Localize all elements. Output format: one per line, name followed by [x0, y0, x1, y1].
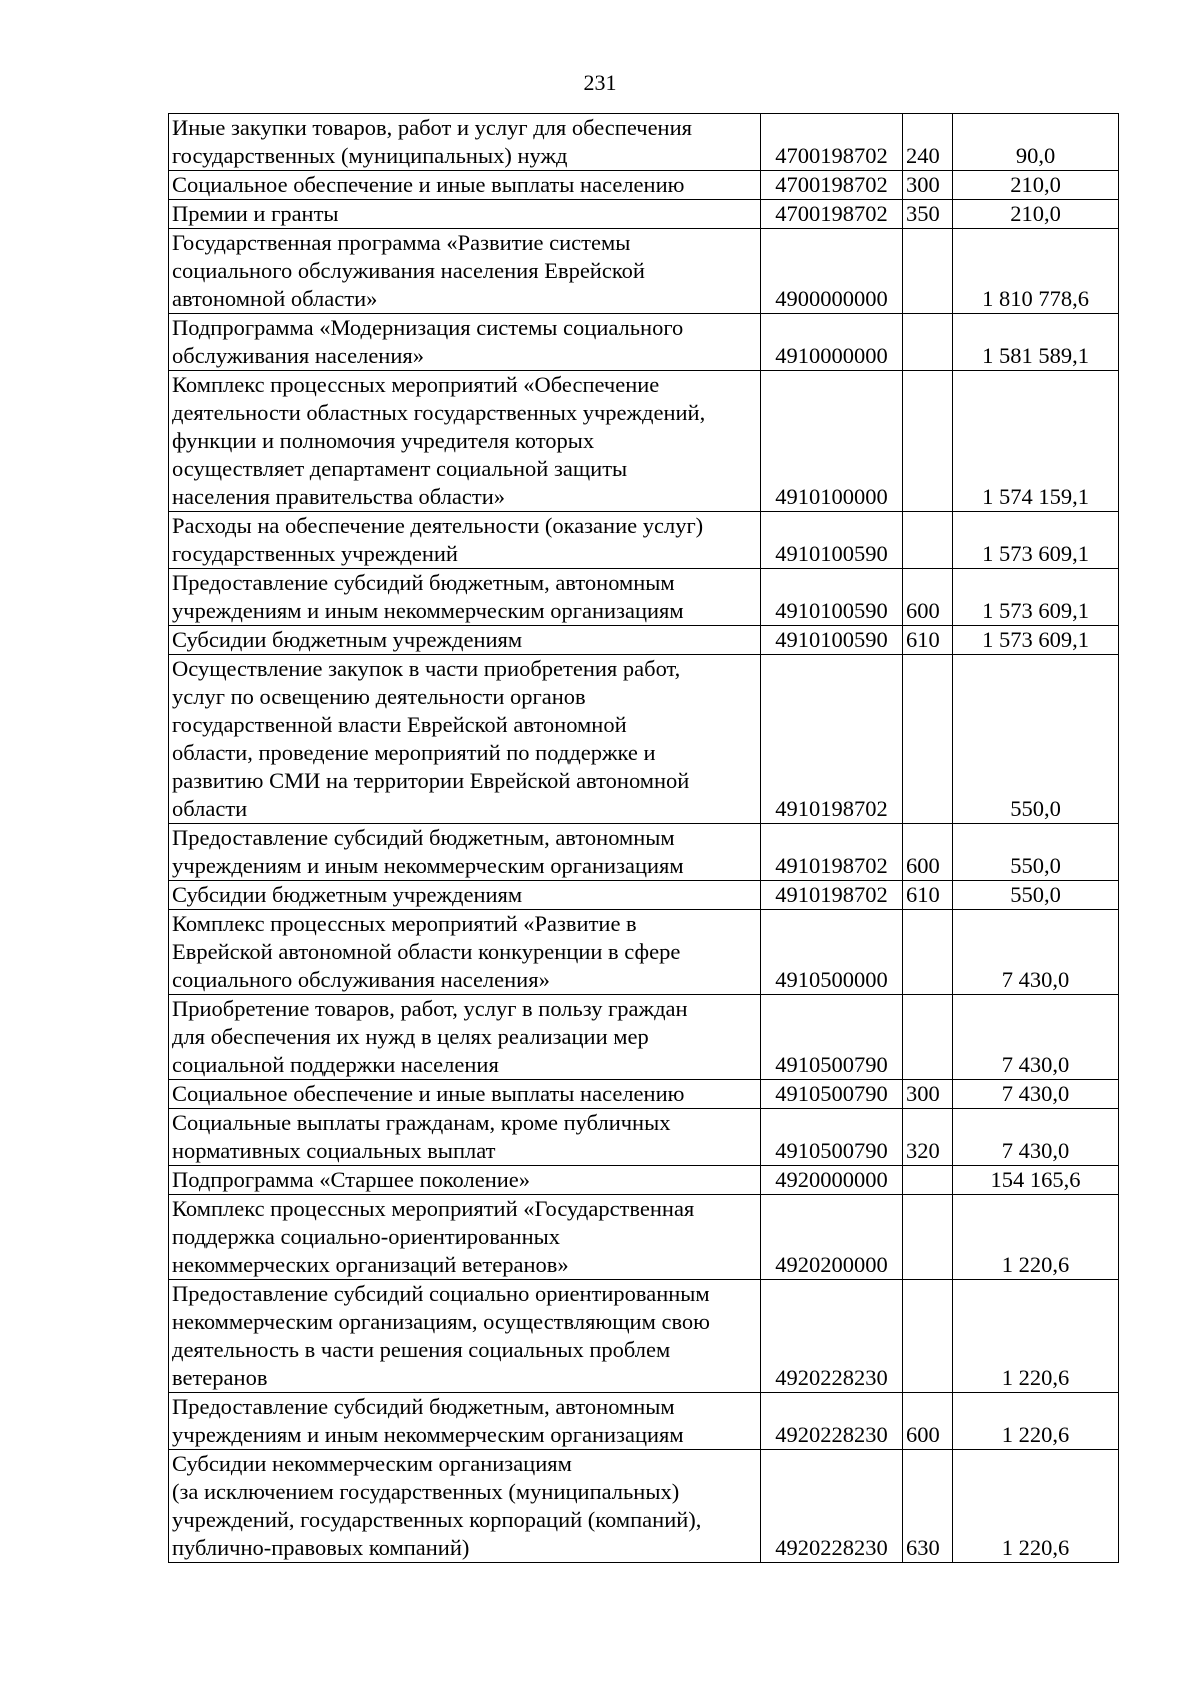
- row-sum-cell: 1 581 589,1: [953, 314, 1119, 371]
- budget-table-body: [169, 114, 1119, 1563]
- row-code-cell: 4700198702: [761, 114, 903, 171]
- row-name-cell: Предоставление субсидий социально ориентированным некоммерческим организациям, осуществляющим свою деятельность в части решения социальных проблем ветеранов: [169, 1280, 761, 1393]
- row-code-cell: 4910198702: [761, 824, 903, 881]
- row-code-cell: 4910500790: [761, 995, 903, 1080]
- row-code-cell: 4920228230: [761, 1393, 903, 1450]
- table-row: [169, 1109, 1119, 1166]
- row-type-cell: [903, 655, 953, 824]
- table-row: [169, 171, 1119, 200]
- row-name-cell: Социальное обеспечение и иные выплаты населению: [169, 171, 761, 200]
- row-sum-cell: 7 430,0: [953, 1080, 1119, 1109]
- row-code-cell: 4910000000: [761, 314, 903, 371]
- row-code-cell: 4910500790: [761, 1080, 903, 1109]
- row-name-cell: Комплекс процессных мероприятий «Обеспечение деятельности областных государственных учреждений, функции и полномочия учредителя которых осуществляет департамент социальной защиты населения правительства области»: [169, 371, 761, 512]
- row-name-cell: Субсидии бюджетным учреждениям: [169, 626, 761, 655]
- row-type-cell: 600: [903, 569, 953, 626]
- table-row: [169, 1280, 1119, 1393]
- row-type-cell: [903, 371, 953, 512]
- row-name-cell: Предоставление субсидий бюджетным, автономным учреждениям и иным некоммерческим организациям: [169, 824, 761, 881]
- table-row: [169, 512, 1119, 569]
- row-type-cell: [903, 314, 953, 371]
- row-sum-cell: 550,0: [953, 824, 1119, 881]
- table-row: [169, 371, 1119, 512]
- row-type-cell: [903, 995, 953, 1080]
- row-sum-cell: 1 574 159,1: [953, 371, 1119, 512]
- table-row: [169, 1450, 1119, 1563]
- row-code-cell: 4910100590: [761, 626, 903, 655]
- row-code-cell: 4920228230: [761, 1280, 903, 1393]
- row-code-cell: 4910198702: [761, 881, 903, 910]
- row-code-cell: 4920228230: [761, 1450, 903, 1563]
- row-type-cell: 630: [903, 1450, 953, 1563]
- row-sum-cell: 1 573 609,1: [953, 512, 1119, 569]
- row-sum-cell: 1 220,6: [953, 1195, 1119, 1280]
- row-code-cell: 4910100590: [761, 512, 903, 569]
- row-type-cell: [903, 1166, 953, 1195]
- row-name-cell: Государственная программа «Развитие системы социального обслуживания населения Еврейской автономной области»: [169, 229, 761, 314]
- row-code-cell: 4910500790: [761, 1109, 903, 1166]
- row-type-cell: 610: [903, 881, 953, 910]
- row-type-cell: 600: [903, 824, 953, 881]
- row-sum-cell: 210,0: [953, 171, 1119, 200]
- row-code-cell: 4910500000: [761, 910, 903, 995]
- row-sum-cell: 7 430,0: [953, 995, 1119, 1080]
- row-sum-cell: 550,0: [953, 881, 1119, 910]
- row-name-cell: Расходы на обеспечение деятельности (оказание услуг) государственных учреждений: [169, 512, 761, 569]
- row-code-cell: 4920000000: [761, 1166, 903, 1195]
- row-sum-cell: 7 430,0: [953, 910, 1119, 995]
- row-name-cell: Предоставление субсидий бюджетным, автономным учреждениям и иным некоммерческим организациям: [169, 1393, 761, 1450]
- row-name-cell: Социальное обеспечение и иные выплаты населению: [169, 1080, 761, 1109]
- table-row: [169, 824, 1119, 881]
- table-row: [169, 1393, 1119, 1450]
- table-row: [169, 881, 1119, 910]
- row-sum-cell: 90,0: [953, 114, 1119, 171]
- row-name-cell: Субсидии бюджетным учреждениям: [169, 881, 761, 910]
- row-type-cell: [903, 1195, 953, 1280]
- row-code-cell: 4700198702: [761, 171, 903, 200]
- row-sum-cell: 1 573 609,1: [953, 626, 1119, 655]
- row-code-cell: 4700198702: [761, 200, 903, 229]
- row-type-cell: 300: [903, 1080, 953, 1109]
- table-row: [169, 200, 1119, 229]
- row-code-cell: 4900000000: [761, 229, 903, 314]
- row-sum-cell: 154 165,6: [953, 1166, 1119, 1195]
- row-sum-cell: 1 220,6: [953, 1450, 1119, 1563]
- row-sum-cell: 1 573 609,1: [953, 569, 1119, 626]
- table-row: [169, 314, 1119, 371]
- row-type-cell: [903, 229, 953, 314]
- row-type-cell: 300: [903, 171, 953, 200]
- page-number: 231: [583, 70, 617, 95]
- row-code-cell: 4910100000: [761, 371, 903, 512]
- row-type-cell: 600: [903, 1393, 953, 1450]
- budget-table: [168, 113, 1119, 1563]
- row-name-cell: Иные закупки товаров, работ и услуг для обеспечения государственных (муниципальных) нужд: [169, 114, 761, 171]
- row-sum-cell: 1 810 778,6: [953, 229, 1119, 314]
- table-row: [169, 655, 1119, 824]
- row-code-cell: 4910100590: [761, 569, 903, 626]
- row-type-cell: [903, 1280, 953, 1393]
- row-sum-cell: 1 220,6: [953, 1280, 1119, 1393]
- row-name-cell: Приобретение товаров, работ, услуг в пользу граждан для обеспечения их нужд в целях реализации мер социальной поддержки населения: [169, 995, 761, 1080]
- row-sum-cell: 550,0: [953, 655, 1119, 824]
- row-sum-cell: 210,0: [953, 200, 1119, 229]
- row-name-cell: Подпрограмма «Старшее поколение»: [169, 1166, 761, 1195]
- row-name-cell: Предоставление субсидий бюджетным, автономным учреждениям и иным некоммерческим организациям: [169, 569, 761, 626]
- table-row: [169, 995, 1119, 1080]
- row-name-cell: Подпрограмма «Модернизация системы социального обслуживания населения»: [169, 314, 761, 371]
- table-row: [169, 626, 1119, 655]
- table-row: [169, 229, 1119, 314]
- table-row: [169, 569, 1119, 626]
- row-name-cell: Осуществление закупок в части приобретения работ, услуг по освещению деятельности органов государственной власти Еврейской автономной области, проведение мероприятий по поддержке и развитию СМИ на территории Еврейской автономной области: [169, 655, 761, 824]
- row-type-cell: [903, 512, 953, 569]
- table-row: [169, 1166, 1119, 1195]
- row-name-cell: Комплекс процессных мероприятий «Развитие в Еврейской автономной области конкуренции в сфере социального обслуживания населения»: [169, 910, 761, 995]
- row-sum-cell: 1 220,6: [953, 1393, 1119, 1450]
- row-name-cell: Субсидии некоммерческим организациям (за исключением государственных (муниципальных) учреждений, государственных корпораций (компаний), публично-правовых компаний): [169, 1450, 761, 1563]
- table-row: [169, 114, 1119, 171]
- row-name-cell: Премии и гранты: [169, 200, 761, 229]
- row-type-cell: 240: [903, 114, 953, 171]
- row-code-cell: 4910198702: [761, 655, 903, 824]
- table-row: [169, 1080, 1119, 1109]
- row-name-cell: Социальные выплаты гражданам, кроме публичных нормативных социальных выплат: [169, 1109, 761, 1166]
- row-type-cell: 610: [903, 626, 953, 655]
- table-row: [169, 1195, 1119, 1280]
- row-code-cell: 4920200000: [761, 1195, 903, 1280]
- row-type-cell: 320: [903, 1109, 953, 1166]
- row-type-cell: [903, 910, 953, 995]
- row-name-cell: Комплекс процессных мероприятий «Государственная поддержка социально-ориентированных некоммерческих организаций ветеранов»: [169, 1195, 761, 1280]
- row-sum-cell: 7 430,0: [953, 1109, 1119, 1166]
- table-row: [169, 910, 1119, 995]
- row-type-cell: 350: [903, 200, 953, 229]
